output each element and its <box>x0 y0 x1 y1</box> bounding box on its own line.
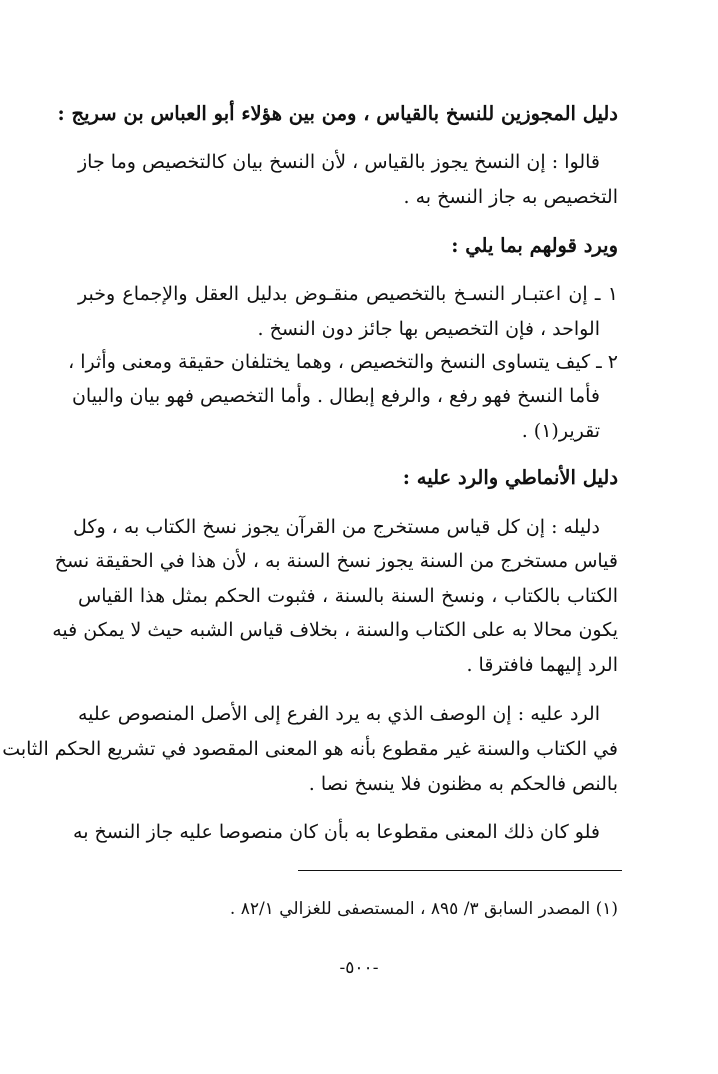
paragraph-line: الرد عليه : إن الوصف الذي به يرد الفرع إلى الأصل المنصوص عليه <box>78 703 600 725</box>
paragraph-line: فلو كان ذلك المعنى مقطوعا به بأن كان منصوصا عليه جاز النسخ به <box>73 821 600 843</box>
paragraph-line: الكتاب بالكتاب ، ونسخ السنة بالسنة ، فثبوت الحكم بمثل هذا القياس <box>78 585 618 607</box>
list-item-2-cont: فأما النسخ فهو رفع ، والرفع إبطال . وأما التخصيص فهو بيان والبيان <box>71 385 600 407</box>
paragraph-line: في الكتاب والسنة غير مقطوع بأنه هو المعنى المقصود في تشريع الحكم الثابت <box>2 738 618 760</box>
section-heading-rebuttal: ويرد قولهم بما يلي : <box>451 234 618 257</box>
list-item-1-cont: الواحد ، فإن التخصيص بها جائز دون النسخ . <box>257 318 600 340</box>
paragraph-line: قالوا : إن النسخ يجوز بالقياس ، لأن النسخ بيان كالتخصيص وما جاز <box>78 151 600 173</box>
section-heading-ibn-surayj: دليل المجوزين للنسخ بالقياس ، ومن بين هؤلاء أبو العباس بن سريج : <box>57 102 618 125</box>
paragraph-line: قياس مستخرج من السنة يجوز نسخ السنة به ، لأن هذا في الحقيقة نسخ <box>54 550 618 572</box>
footnote-divider <box>298 870 622 871</box>
list-item-1: ١ ـ إن اعتبـار النسـخ بالتخصيص منقـوض بدليل العقل والإجماع وخبر <box>78 283 618 305</box>
page-number: -٥٠٠- <box>339 958 379 978</box>
paragraph-line: الرد إليهما فافترقا . <box>466 654 618 676</box>
paragraph-line: التخصيص به جاز النسخ به . <box>403 186 618 208</box>
paragraph-line: يكون محالا به على الكتاب والسنة ، بخلاف قياس الشبه حيث لا يمكن فيه <box>52 619 618 641</box>
section-heading-anmati: دليل الأنماطي والرد عليه : <box>402 466 618 489</box>
footnote: (١) المصدر السابق ٣/ ٨٩٥ ، المستصفى للغزالي ٨٢/١ . <box>229 899 618 919</box>
paragraph-line: بالنص فالحكم به مظنون فلا ينسخ نصا . <box>308 773 618 795</box>
list-item-2: ٢ ـ كيف يتساوى النسخ والتخصيص ، وهما يختلفان حقيقة ومعنى وأثرا ، <box>68 351 618 373</box>
paragraph-line: دليله : إن كل قياس مستخرج من القرآن يجوز نسخ الكتاب به ، وكل <box>73 516 600 538</box>
list-item-2-end: تقرير(١) . <box>521 420 600 442</box>
